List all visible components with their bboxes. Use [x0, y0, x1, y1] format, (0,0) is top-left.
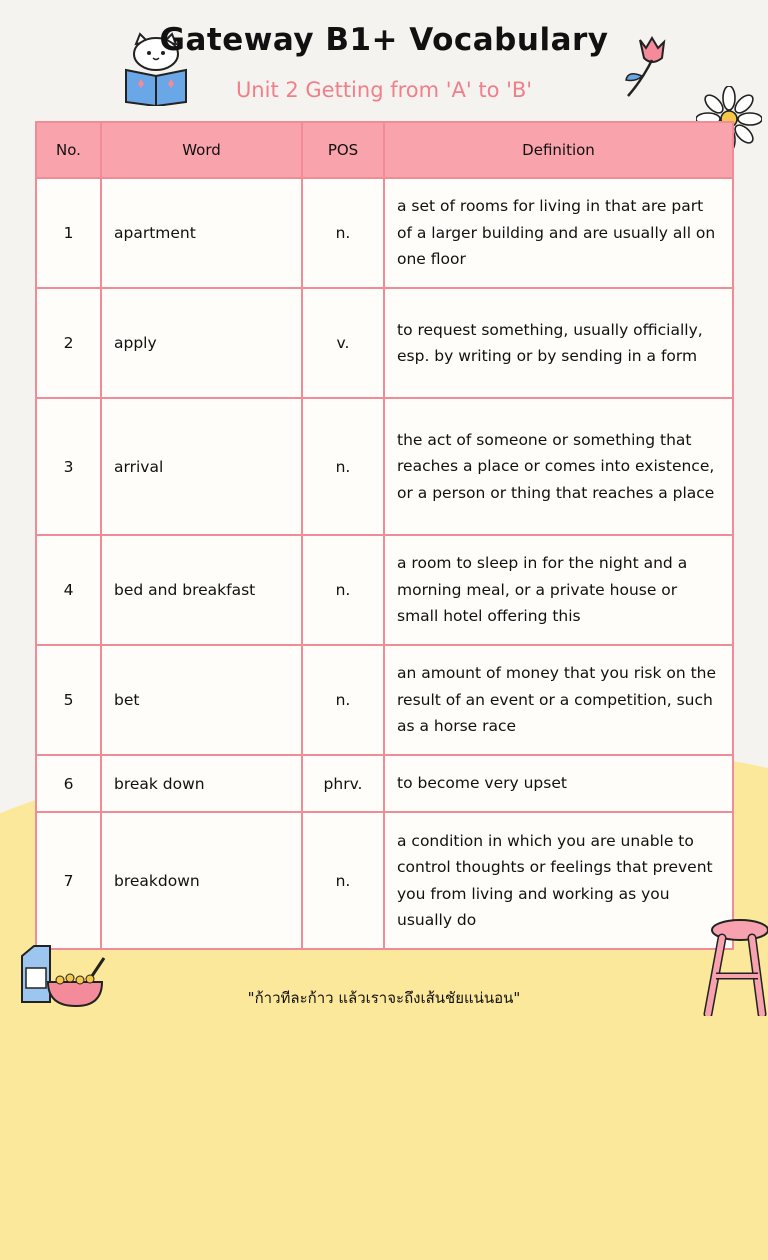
cell-no: 2	[36, 288, 101, 398]
cell-no: 1	[36, 178, 101, 288]
cell-word: bet	[101, 645, 302, 755]
column-header-word: Word	[101, 122, 302, 178]
table-row	[36, 755, 733, 812]
table-row	[36, 178, 733, 288]
cell-no: 4	[36, 535, 101, 645]
cell-definition: a set of rooms for living in that are part of a larger building and are usually all on one floor	[384, 178, 733, 288]
column-header-no: No.	[36, 122, 101, 178]
table-row	[36, 398, 733, 535]
table-row	[36, 535, 733, 645]
cell-definition: to request something, usually officially, esp. by writing or by sending in a form	[384, 288, 733, 398]
cell-word: apartment	[101, 178, 302, 288]
cell-word: bed and breakfast	[101, 535, 302, 645]
table-header-row	[36, 122, 733, 178]
column-header-pos: POS	[302, 122, 384, 178]
cell-no: 7	[36, 812, 101, 949]
cell-pos: n.	[302, 812, 384, 949]
cell-definition: a room to sleep in for the night and a morning meal, or a private house or small hotel offering this	[384, 535, 733, 645]
cell-word: breakdown	[101, 812, 302, 949]
cell-definition: an amount of money that you risk on the result of an event or a competition, such as a horse race	[384, 645, 733, 755]
table-row	[36, 288, 733, 398]
cell-no: 3	[36, 398, 101, 535]
column-header-definition: Definition	[384, 122, 733, 178]
cell-no: 5	[36, 645, 101, 755]
cell-word: apply	[101, 288, 302, 398]
cell-no: 6	[36, 755, 101, 812]
cell-pos: phrv.	[302, 755, 384, 812]
table-row	[36, 812, 733, 949]
cell-pos: v.	[302, 288, 384, 398]
cell-pos: n.	[302, 645, 384, 755]
page-title: Gateway B1+ Vocabulary	[159, 22, 609, 58]
cell-word: arrival	[101, 398, 302, 535]
cell-pos: n.	[302, 398, 384, 535]
cell-pos: n.	[302, 535, 384, 645]
vocabulary-table	[35, 121, 734, 950]
cell-word: break down	[101, 755, 302, 812]
cell-pos: n.	[302, 178, 384, 288]
table-row	[36, 645, 733, 755]
cell-definition: the act of someone or something that reaches a place or comes into existence, or a person or thing that reaches a place	[384, 398, 733, 535]
cell-definition: a condition in which you are unable to control thoughts or feelings that prevent you from living and working as you usually do	[384, 812, 733, 949]
page-subtitle: Unit 2 Getting from 'A' to 'B'	[235, 78, 533, 102]
motivational-quote: "ก้าวทีละก้าว แล้วเราจะถึงเส้นชัยแน่นอน"	[247, 989, 521, 1007]
cell-definition: to become very upset	[384, 755, 733, 812]
